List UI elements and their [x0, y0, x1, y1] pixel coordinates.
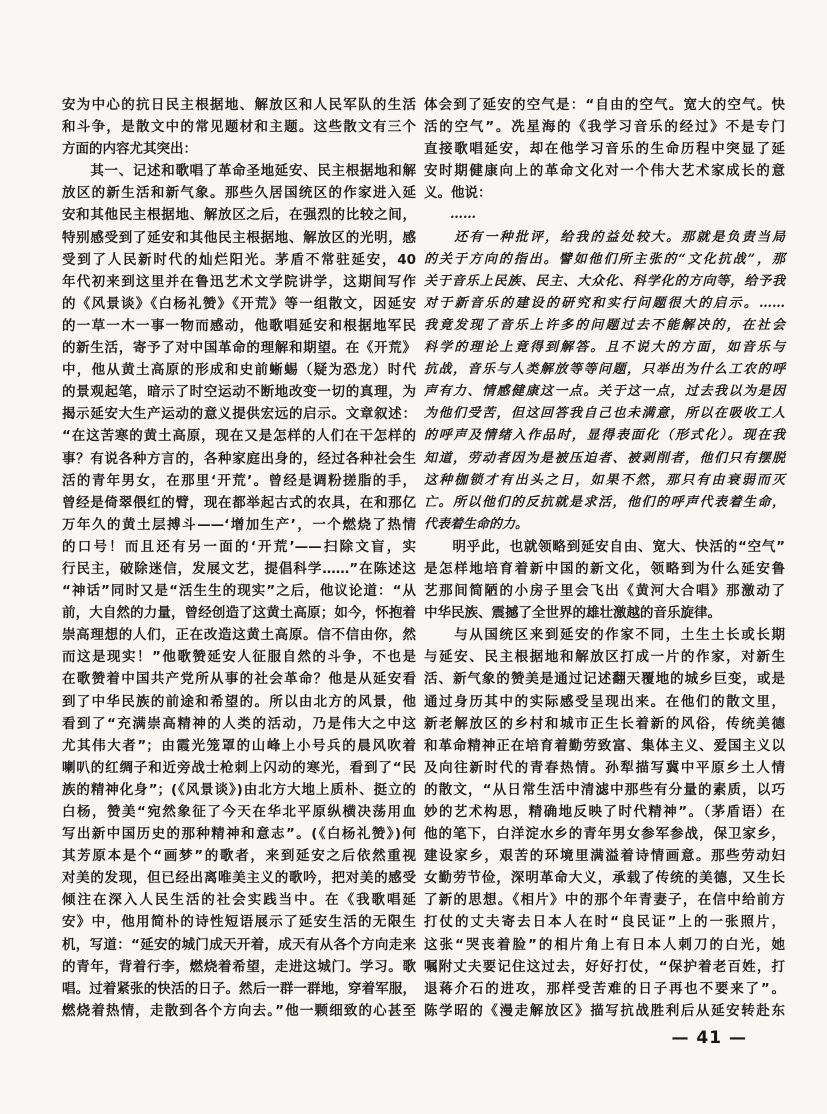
text-line: 曾经是倚翠偎红的臂，现在都举起古式的农具，在和那亿: [62, 494, 416, 511]
text-line: 抗战，音乐与人类解放等等问题，只举出为什么工农的呼: [424, 362, 785, 378]
text-line: 写出新中国历史的那种精神和意志”。(《白杨礼赞》)何: [62, 826, 416, 843]
text-line: 了新的思想。《相片》中的那个年青妻子，在信中给前方: [424, 892, 785, 909]
text-line: 声有力、情感健康这一点。关于这一点，过去我以为是因: [424, 384, 785, 400]
text-line: 他的笔下，白洋淀水乡的青年男女参军参战，保卫家乡，: [424, 826, 785, 843]
text-line: 燃烧着热情，走散到各个方向去。”他一颗细致的心甚至: [62, 1002, 416, 1019]
text-line: 在歌赞着中国共产党所从事的社会革命？他是从延安看: [62, 671, 416, 688]
text-line: 及向往新时代的青春热情。孙犁描写冀中平原乡土人情: [424, 759, 785, 776]
text-line: 的新生活，寄予了对中国革命的理解和期望。在《开荒》: [62, 340, 416, 357]
text-line: 安》中，他用简朴的诗性短语展示了延安生活的无限生: [62, 914, 416, 931]
text-line: 安和其他民主根据地、解放区之后，在强烈的比较之间，: [62, 207, 416, 224]
text-line: 年代初来到这里并在鲁迅艺术文学院讲学，这期间写作: [62, 273, 416, 290]
text-line: 代表着生命的力。: [424, 516, 529, 532]
text-line: 受到了人民新时代的灿烂阳光。茅盾不常驻延安，40: [62, 251, 416, 268]
text-line: 艺那间简陋的小房子里会飞出《黄河大合唱》那激动了: [424, 583, 785, 600]
left-text-column: [62, 94, 416, 1022]
text-line: 的散文，“从日常生活中清滤中那些有分量的素质，以巧: [424, 781, 785, 798]
text-line: 这张“哭丧着脸”的相片角上有日本人刺刀的白光，她: [424, 936, 785, 953]
text-line: 对美的发现，但已经出离唯美主义的歌吟，把对美的感受: [62, 870, 416, 887]
text-line: 我竟发现了音乐上许多的问题过去不能解决的，在社会: [424, 317, 785, 333]
text-line: 倾注在深入人民生活的社会实践当中。在《我歌唱延: [62, 892, 416, 909]
text-line: 退蒋介石的进攻，那样受苦难的日子再也不要来了”。: [424, 980, 785, 997]
text-line: “神话”同时又是“活生生的现实”之后，他议论道：“从: [62, 583, 416, 600]
text-line: 体会到了延安的空气是：“自由的空气。宽大的空气。快: [424, 97, 785, 113]
text-line: 活的青年男女，在那里‘开荒’。曾经是调粉搓脂的手，: [62, 472, 416, 489]
text-line: 知道，劳动者因为是被压迫者、被剥削者，他们只有摆脱: [424, 450, 785, 466]
text-line: 中，他从黄土高原的形成和史前蜥蜴（疑为恐龙）时代: [62, 362, 416, 379]
text-line: 喇叭的红绸子和近旁战士枪刺上闪动的寒光，看到了“民: [62, 759, 416, 776]
text-line: 打仗的丈夫寄去日本人在时“良民证”上的一张照片，: [424, 914, 785, 931]
text-line: 科学的理论上竟得到解答。且不说大的方面，如音乐与: [424, 340, 785, 356]
text-line: 这种枷锁才有出头之日，如果不然，那只有由衰弱而灭: [424, 472, 785, 488]
text-line: 唱。过着紧张的快活的日子。然后一群一群地，穿着军服，: [62, 980, 416, 997]
text-line: 安时期健康向上的革命文化对一个伟大艺术家成长的意: [424, 163, 785, 180]
text-line: 的口号！而且还有另一面的‘开荒’——扫除文盲，实: [62, 538, 416, 555]
text-line: 和革命精神正在培育着勤劳致富、集体主义、爱国主义以: [424, 737, 785, 754]
text-line: 前，大自然的力量，曾经创造了这黄土高原；如今，怀抱着: [62, 605, 416, 622]
text-line: 和斗争，是散文中的常见题材和主题。这些散文有三个: [62, 119, 416, 136]
text-line: 到了中华民族的前途和希望的。所以由北方的风景，他: [62, 693, 416, 710]
page-number: — 41 —: [671, 1028, 747, 1048]
text-line: 通过身历其中的实际感受呈现出来。在他们的散文里，: [424, 693, 785, 710]
text-line: ……: [424, 207, 477, 223]
text-line: 安为中心的抗日民主根据地、解放区和人民军队的生活: [62, 97, 416, 113]
text-line: 对于新音乐的建设的研究和实行问题很大的启示。……: [424, 295, 785, 311]
text-line: 还有一种批评，给我的益处较大。那就是负责当局: [424, 229, 785, 245]
text-line: 的一草一木一事一物而感动，他歌唱延安和根据地军民: [62, 317, 416, 334]
text-line: 族的精神化身”；(《风景谈》)由北方大地上质朴、挺立的: [62, 781, 416, 798]
text-line: 陈学昭的《漫走解放区》描写抗战胜利后从延安转赴东: [424, 1002, 785, 1019]
text-line: 明乎此，也就领略到延安自由、宽大、快活的“空气”: [424, 538, 785, 555]
text-line: 的景观起笔，暗示了时空运动不断地改变一切的真理，为: [62, 384, 416, 401]
text-line: 尤其伟大者”；由霞光笼罩的山峰上小号兵的晨风吹着: [62, 737, 416, 754]
text-line: 新老解放区的乡村和城市正生长着新的风俗，传统美德: [424, 715, 785, 732]
text-line: 妙的艺术构思，精确地反映了时代精神”。（茅盾语）在: [424, 804, 785, 820]
right-text-column: [424, 94, 785, 1022]
text-line: 为他们受苦，但这回答我自己也未满意，所以在吸收工人: [424, 406, 785, 422]
text-line: 义。他说：: [424, 185, 492, 202]
text-line: 亡。所以他们的反抗就是求活，他们的呼声代表着生命，: [424, 494, 785, 510]
text-line: 的呼声及情绪入作品时，显得表面化（形式化）。现在我: [424, 428, 785, 444]
text-line: 与延安、民主根据地和解放区打成一片的作家，对新生: [424, 649, 785, 666]
text-line: 直接歌唱延安，却在他学习音乐的生命历程中突显了延: [424, 141, 785, 158]
text-line: 行民主，破除迷信，发展文艺，提倡科学……”在陈述这: [62, 560, 416, 577]
text-line: 与从国统区来到延安的作家不同，土生土长或长期: [424, 627, 785, 644]
text-line: 的青年，背着行李，燃烧着希望，走进这城门。学习。歌: [62, 958, 416, 975]
text-line: 关于音乐上民族、民主、大众化、科学化的方向等，给予我: [424, 273, 785, 289]
text-line: 的《风景谈》《白杨礼赞》《开荒》等一组散文，因延安: [62, 295, 416, 312]
text-line: 看到了“充满崇高精神的人类的活动，乃是伟大之中这: [62, 715, 416, 732]
text-line: 崇高理想的人们，正在改造这黄土高原。信不信由你，然: [62, 627, 416, 644]
text-line: 是怎样地培育着新中国的新文化，领略到为什么延安鲁: [424, 560, 785, 577]
text-line: 活、新气象的赞美是通过记述翻天覆地的城乡巨变，或是: [424, 671, 785, 688]
text-line: 其芳原本是个“画梦”的歌者，来到延安之后依然重视: [62, 848, 416, 865]
text-line: 万年久的黄土层搏斗——‘增加生产’，一个燃烧了热情: [62, 516, 416, 533]
text-line: 方面的内容尤其突出：: [62, 141, 197, 158]
text-line: “在这苦寒的黄土高原，现在又是怎样的人们在干怎样的: [62, 428, 416, 445]
text-line: 嘱附丈夫要记住这过去，好好打仗，“保护着老百姓，打: [424, 958, 785, 975]
text-line: 活的空气”。冼星海的《我学习音乐的经过》不是专门: [424, 119, 785, 136]
text-line: 女勤劳节俭，深明革命大义，承载了传统的美德，又生长: [424, 870, 785, 887]
text-line: 特别感受到了延安和其他民主根据地、解放区的光明，感: [62, 229, 416, 246]
text-line: 白杨，赞美“宛然象征了今天在华北平原纵横决荡用血: [62, 804, 416, 820]
text-line: 中华民族、震撼了全世界的雄壮激越的音乐旋律。: [424, 605, 721, 622]
text-line: 事？有说各种方言的，各种家庭出身的，经过各种社会生: [62, 450, 416, 467]
text-line: 揭示延安大生产运动的意义提供宏远的启示。文章叙述：: [62, 406, 416, 423]
text-line: 建设家乡，艰苦的环境里满溢着诗情画意。那些劳动妇: [424, 848, 785, 865]
text-line: 的关于方向的指出。譬如他们所主张的“文化抗战”，那: [424, 251, 785, 267]
text-line: 放区的新生活和新气象。那些久居国统区的作家进入延: [62, 185, 416, 202]
text-line: 其一、记述和歌唱了革命圣地延安、民主根据地和解: [62, 163, 416, 180]
text-line: 而这是现实！”他歌赞延安人征服自然的斗争，不也是: [62, 649, 416, 666]
text-line: 机，写道：“延安的城门成天开着，成天有从各个方向走来: [62, 936, 416, 953]
